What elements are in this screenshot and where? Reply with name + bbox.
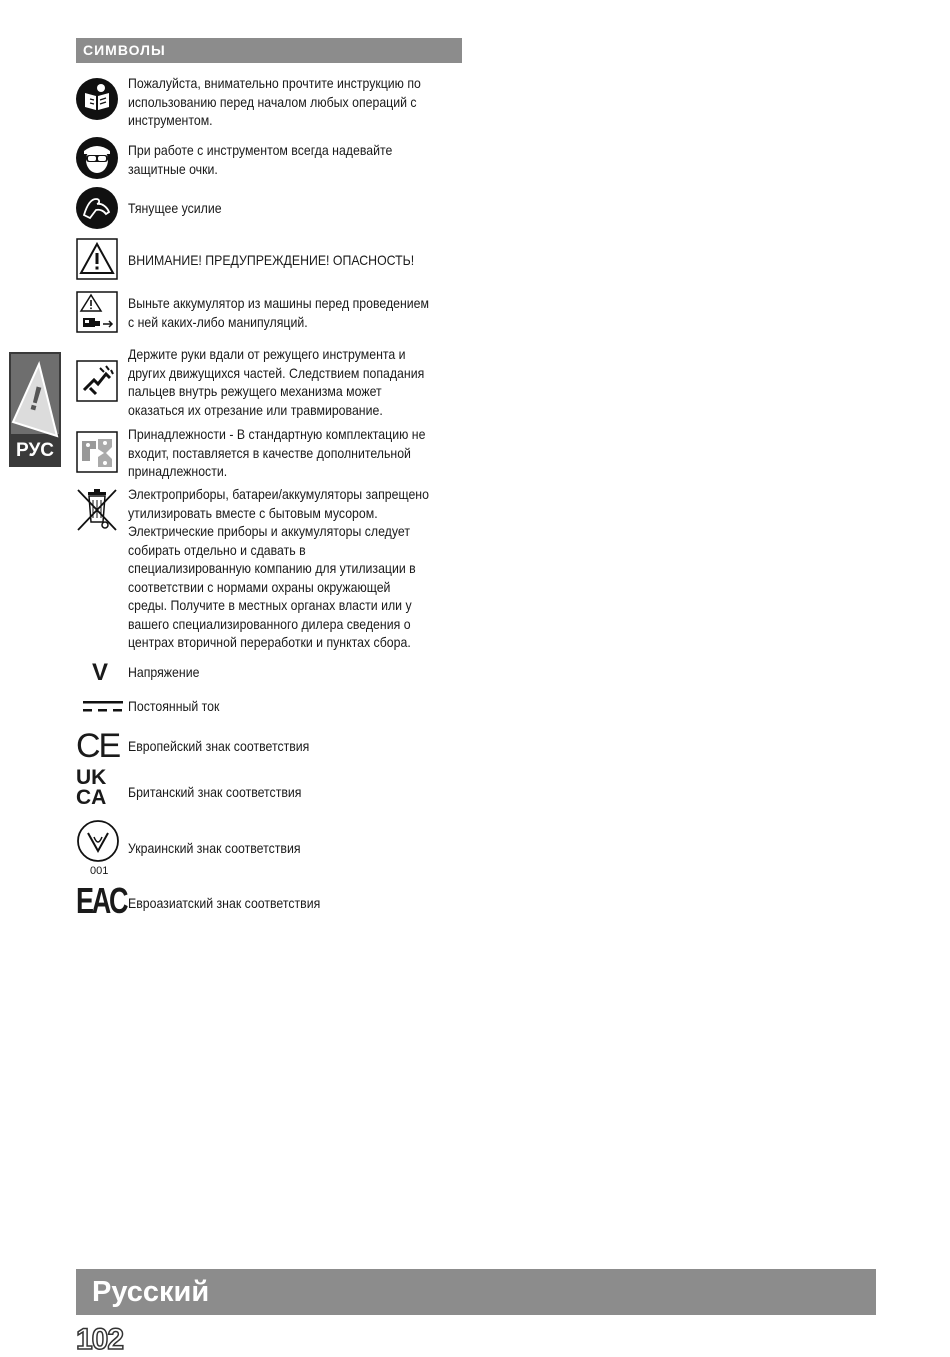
symbol-description: Тянущее усилие <box>128 200 222 216</box>
symbol-description: Электроприборы, батареи/аккумуляторы запрещено утилизировать вместе с бытовым мусором. Электрические приборы и аккумуляторы следует собирать отдельно и сдавать в специализированную компанию для утилизации в соответствии с нормами охраны окружающей среды. Получите в местных органах власти или у вашего специализированного дилера сведения о центрах вторичной переработки и пунктах сбора. <box>128 486 429 650</box>
page-number: 102 <box>76 1323 124 1356</box>
warning-triangle-icon <box>76 238 118 280</box>
symbol-description: При работе с инструментом всегда надевайте защитные очки. <box>128 142 393 177</box>
symbol-row <box>76 141 476 183</box>
symbol-row <box>76 74 476 130</box>
footer-language: Русский <box>92 1276 210 1308</box>
symbol-description: Британский знак соответствия <box>128 784 302 800</box>
accessories-icon <box>76 431 118 473</box>
symbol-description: Европейский знак соответствия <box>128 738 310 754</box>
symbol-description: ВНИМАНИЕ! ПРЕДУПРЕЖДЕНИЕ! ОПАСНОСТЬ! <box>128 252 415 268</box>
symbol-row <box>76 697 476 721</box>
remove-battery-icon <box>76 291 118 333</box>
pulling-force-icon <box>76 187 118 229</box>
symbol-row <box>76 199 476 229</box>
symbol-description: Напряжение <box>128 664 200 680</box>
language-tab-label: РУС <box>16 440 54 461</box>
symbol-row <box>76 766 476 825</box>
eac-mark-icon: EAC <box>76 880 127 921</box>
symbol-row <box>76 485 476 655</box>
ce-mark-icon: CE <box>76 727 120 765</box>
symbol-description: Украинский знак соответствия <box>128 840 301 856</box>
symbol-row <box>76 345 476 420</box>
direct-current-icon <box>81 697 129 717</box>
symbol-description: Пожалуйста, внимательно прочтите инструкцию по использованию перед началом любых операций с инструментом. <box>128 75 421 128</box>
ukca-mark-icon: UK CA <box>76 766 107 809</box>
safety-glasses-icon <box>76 137 118 179</box>
section-title: СИМВОЛЫ <box>83 42 166 58</box>
footer-language-bar <box>76 1269 876 1315</box>
symbol-description: Держите руки вдали от режущего инструмента и других движущихся частей. Следствием попадания пальцев внутрь режущего механизма может оказаться их отрезание или травмирование. <box>128 346 425 418</box>
symbol-row <box>76 294 476 336</box>
symbol-description: Выньте аккумулятор из машины перед проведением с ней каких-либо манипуляций. <box>128 295 430 330</box>
symbol-row <box>76 659 476 687</box>
voltage-icon: V <box>92 659 109 686</box>
svg-text:!: ! <box>25 379 47 419</box>
ukrainian-mark-code: 001 <box>90 865 109 877</box>
symbol-description: Евроазиатский знак соответствия <box>128 895 321 911</box>
symbol-description: Постоянный ток <box>128 698 220 714</box>
symbol-row <box>76 251 476 281</box>
read-manual-icon <box>76 78 118 120</box>
hands-away-icon <box>76 360 118 402</box>
symbol-description: Принадлежности - В стандартную комплектацию не входит, поставляется в качестве дополнительной принадлежности. <box>128 426 426 479</box>
ukrainian-mark-icon <box>76 819 120 863</box>
symbol-row <box>76 880 476 924</box>
section-header <box>76 38 462 63</box>
symbol-row <box>76 727 476 767</box>
symbol-row <box>76 839 476 881</box>
weee-crossed-bin-icon <box>76 486 118 534</box>
symbol-row <box>76 425 476 481</box>
